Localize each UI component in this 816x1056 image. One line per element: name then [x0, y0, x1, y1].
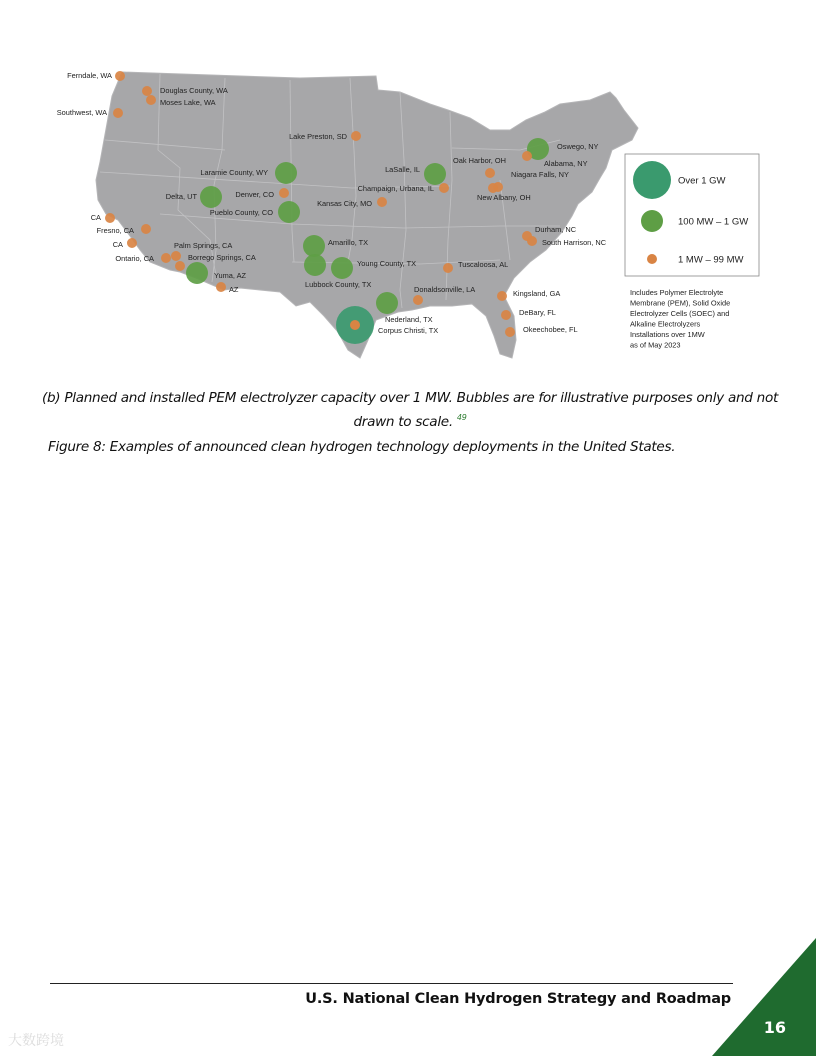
legend-note — [630, 288, 730, 350]
bubble-small — [146, 95, 156, 105]
corner-triangle-shape — [712, 938, 816, 1056]
bubble-medium — [376, 292, 398, 314]
legend-note-line: as of May 2023 — [630, 340, 681, 350]
location-label: Donaldsonville, LA — [414, 285, 476, 294]
location-label: Nederland, TX — [385, 315, 433, 324]
location-label: Yuma, AZ — [214, 271, 247, 280]
page-number: 16 — [763, 1018, 786, 1037]
legend-bubble-medium — [641, 210, 663, 232]
legend-note-line: Electrolyzer Cells (SOEC) and — [630, 309, 730, 318]
bubble-small — [443, 263, 453, 273]
us-electrolyzer-map — [0, 0, 816, 380]
location-label: Douglas County, WA — [160, 86, 228, 95]
location-label: Lake Preston, SD — [289, 132, 347, 141]
bubble-medium — [186, 262, 208, 284]
location-label: Ferndale, WA — [67, 71, 112, 80]
location-label: Champaign, Urbana, IL — [357, 184, 434, 193]
location-label: Delta, UT — [165, 192, 197, 201]
location-label: Corpus Christi, TX — [378, 326, 439, 335]
bubble-small — [413, 295, 423, 305]
location-label: Pueblo County, CO — [209, 208, 273, 217]
bubble-small — [127, 238, 137, 248]
bubble-small — [105, 213, 115, 223]
bubble-small — [488, 183, 498, 193]
bubble-inner-dot — [350, 320, 360, 330]
location-label: Ontario, CA — [115, 254, 154, 263]
bubble-medium — [278, 201, 300, 223]
location-label: DeBary, FL — [519, 308, 556, 317]
location-label: CA — [112, 240, 123, 249]
bubble-medium — [275, 162, 297, 184]
figure-caption: Figure 8: Examples of announced clean hydrogen technology deployments in the United States. — [48, 439, 676, 455]
legend-note-line: Installations over 1MW — [630, 330, 705, 339]
bubble-small — [171, 251, 181, 261]
bubble-small — [351, 131, 361, 141]
legend-bubble-small — [647, 254, 657, 264]
location-label: Moses Lake, WA — [160, 98, 216, 107]
location-label: Borrego Springs, CA — [188, 253, 256, 262]
legend — [625, 154, 759, 276]
location-label: Alabama, NY — [544, 159, 588, 168]
location-label: Tuscaloosa, AL — [458, 260, 509, 269]
bubble-small — [141, 224, 151, 234]
bubble-small — [505, 327, 515, 337]
map-caption — [40, 388, 780, 432]
bubble-medium — [304, 254, 326, 276]
location-label: Oak Harbor, OH — [453, 156, 506, 165]
location-label: Laramie County, WY — [200, 168, 268, 177]
location-label: Niagara Falls, NY — [511, 170, 569, 179]
caption-text: (b) Planned and installed PEM electrolyzer capacity over 1 MW. Bubbles are for illustrative purposes only and not drawn to scale. — [41, 390, 779, 430]
bubble-small — [522, 151, 532, 161]
legend-label: Over 1 GW — [678, 175, 726, 187]
location-label: Southwest, WA — [56, 108, 107, 117]
bubble-small — [279, 188, 289, 198]
location-label: Oswego, NY — [557, 142, 599, 151]
location-label: Amarillo, TX — [328, 238, 369, 247]
bubble-medium — [424, 163, 446, 185]
footnote-ref[interactable]: 49 — [456, 413, 467, 422]
location-label: Kansas City, MO — [317, 199, 372, 208]
bubble-small — [501, 310, 511, 320]
location-label: Okeechobee, FL — [523, 325, 578, 334]
location-label: CA — [90, 213, 101, 222]
location-label: Durham, NC — [535, 225, 577, 234]
bubble-small — [485, 168, 495, 178]
location-label: Denver, CO — [235, 190, 274, 199]
location-label: Fresno, CA — [96, 226, 134, 235]
bubble-medium — [331, 257, 353, 279]
location-label: New Albany, OH — [477, 193, 531, 202]
bubble-small — [216, 282, 226, 292]
footer-rule — [50, 983, 733, 984]
legend-bubble-large — [633, 161, 671, 199]
bubble-small — [377, 197, 387, 207]
watermark-text: 大数跨境 — [8, 1033, 64, 1049]
location-label: Young County, TX — [357, 259, 417, 268]
legend-note-line: Includes Polymer Electrolyte — [630, 288, 724, 297]
bubble-small — [115, 71, 125, 81]
legend-note-line: Alkaline Electrolyzers — [630, 319, 701, 329]
location-label: Lubbock County, TX — [305, 280, 372, 289]
location-label: Kingsland, GA — [513, 289, 561, 298]
location-label: AZ — [229, 285, 239, 294]
bubble-small — [175, 261, 185, 271]
corner-triangle — [712, 938, 816, 1056]
legend-note-line: Membrane (PEM), Solid Oxide — [630, 298, 731, 308]
bubble-small — [161, 253, 171, 263]
legend-label: 100 MW – 1 GW — [678, 216, 749, 228]
bubble-small — [142, 86, 152, 96]
bubble-small — [439, 183, 449, 193]
legend-label: 1 MW – 99 MW — [678, 254, 744, 266]
bubble-small — [527, 236, 537, 246]
bubble-medium — [200, 186, 222, 208]
footer-document-title: U.S. National Clean Hydrogen Strategy and Roadmap — [305, 991, 731, 1007]
location-label: Palm Springs, CA — [174, 241, 233, 250]
bubble-small — [113, 108, 123, 118]
bubble-medium — [303, 235, 325, 257]
bubble-small — [497, 291, 507, 301]
location-label: South Harrison, NC — [542, 238, 607, 247]
location-label: LaSalle, IL — [385, 165, 420, 174]
